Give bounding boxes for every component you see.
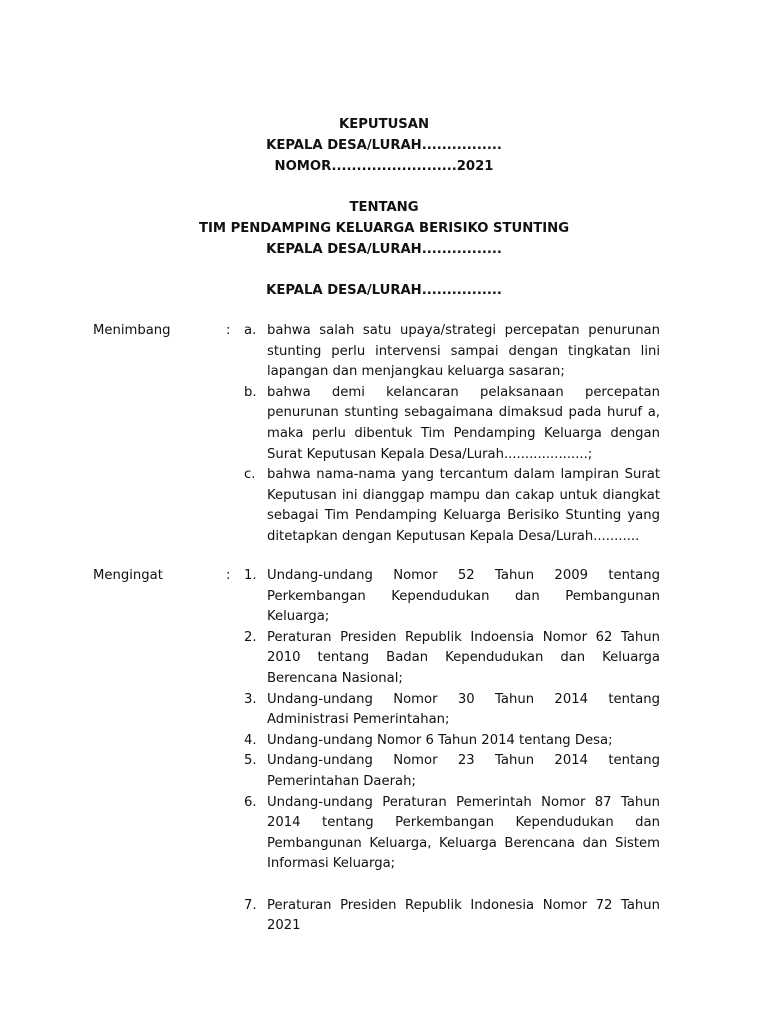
list-marker: 6.	[244, 794, 257, 810]
mengingat-list	[0, 566, 768, 937]
list-item-text: Peraturan Presiden Republik Indoensia Nomor 62 Tahun 2010 tentang Badan Kependudukan dan Keluarga Berencana Nasional;	[267, 629, 660, 686]
menimbang-list	[0, 321, 768, 548]
menimbang-item-c	[0, 465, 768, 547]
menimbang-label: Menimbang	[93, 323, 171, 338]
list-marker: 2.	[244, 629, 257, 645]
mengingat-item-7	[0, 896, 768, 937]
header-gap-2	[0, 261, 768, 282]
list-item-text: Undang-undang Nomor 52 Tahun 2009 tentang Perkembangan Kependudukan dan Pembangunan Keluarga;	[267, 568, 660, 625]
list-item-text: Undang-undang Peraturan Pemerintah Nomor 87 Tahun 2014 tentang Perkembangan Kependudukan dan Pembangunan Keluarga, Keluarga Berencana dan Sistem Informasi Keluarga;	[267, 794, 660, 872]
mengingat-item-1	[0, 566, 768, 628]
list-marker: 4.	[244, 732, 257, 748]
list-marker: 5.	[244, 753, 257, 769]
mengingat-item-2	[0, 628, 768, 690]
list-item-text: bahwa nama-nama yang tercantum dalam lampiran Surat Keputusan ini dianggap mampu dan cakap untuk diangkat sebagai Tim Pendamping Keluarga Berisiko Stunting yang ditetapkan dengan Keputusan Kepala Desa/Lurah...........	[267, 467, 660, 544]
header-number: NOMOR.........................2021	[274, 158, 494, 174]
list-item-text: Undang-undang Nomor 23 Tahun 2014 tentang Pemerintahan Daerah;	[267, 753, 660, 789]
header-about: TENTANG	[349, 200, 419, 216]
list-item-text: Peraturan Presiden Republik Indonesia Nomor 72 Tahun 2021	[267, 897, 660, 934]
header-subject: TIM PENDAMPING KELUARGA BERISIKO STUNTING	[198, 220, 570, 236]
list-item-text: Undang-undang Nomor 6 Tahun 2014 tentang Desa;	[267, 732, 613, 748]
mengingat-item-3	[0, 690, 768, 731]
mengingat-item-4	[0, 731, 768, 752]
menimbang-colon: :	[226, 323, 231, 338]
header-gap	[0, 177, 768, 198]
list-marker: 1.	[244, 568, 257, 583]
list-marker: 7.	[244, 897, 257, 913]
list-item-text: bahwa demi kelancaran pelaksanaan percepatan penurunan stunting sebagaimana dimaksud pada huruf a, maka perlu dibentuk Tim Pendamping Keluarga dengan Surat Keputusan Kepala Desa/Lurah....................;	[267, 384, 660, 462]
mengingat-label: Mengingat	[93, 568, 163, 583]
list-marker: b.	[244, 384, 257, 400]
list-marker: c.	[244, 467, 256, 483]
document-header	[0, 115, 768, 302]
list-marker: a.	[244, 323, 257, 338]
list-item-text: bahwa salah satu upaya/strategi percepatan penurunan stunting perlu intervensi sampai dengan tingkatan lini lapangan dan menjangkau keluarga sasaran;	[267, 323, 660, 380]
menimbang-item-a	[0, 321, 768, 383]
mengingat-item-5	[0, 751, 768, 792]
header-official-3: KEPALA DESA/LURAH................	[266, 283, 502, 299]
list-item-text: Undang-undang Nomor 30 Tahun 2014 tentang Administrasi Pemerintahan;	[267, 691, 660, 728]
header-official: KEPALA DESA/LURAH................	[266, 137, 502, 153]
header-official-2: KEPALA DESA/LURAH................	[266, 241, 502, 257]
list-marker: 3.	[244, 691, 257, 707]
mengingat-colon: :	[226, 568, 231, 583]
mengingat-item-6	[0, 793, 768, 875]
header-title: KEPUTUSAN	[338, 117, 430, 132]
menimbang-item-b	[0, 383, 768, 465]
